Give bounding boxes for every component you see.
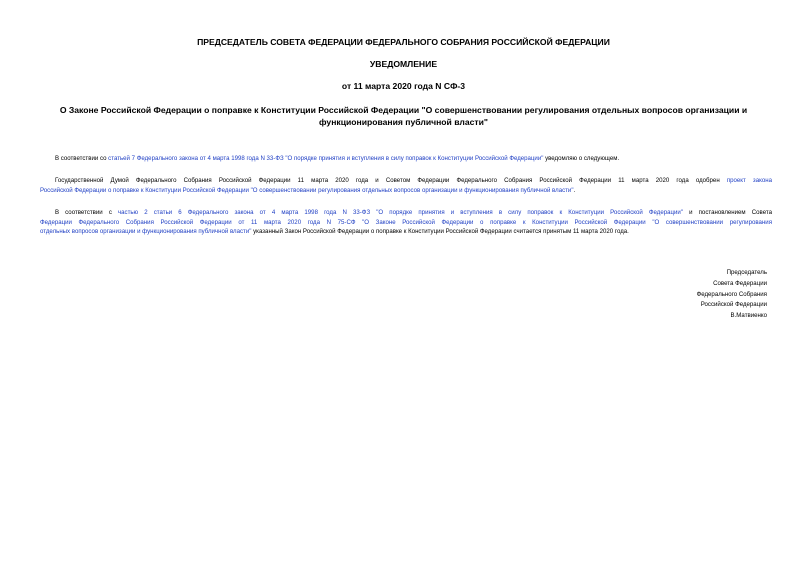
title-line-2: функционирования публичной власти" bbox=[319, 117, 488, 127]
paragraph-3-text-mid: и постановлением Совета bbox=[682, 209, 772, 216]
paragraph-3 bbox=[40, 208, 772, 237]
paragraph-2-line-1 bbox=[40, 176, 772, 186]
paragraph-2-line-2 bbox=[40, 186, 772, 196]
paragraph-3-line-1 bbox=[40, 208, 772, 218]
paragraph-2 bbox=[40, 176, 772, 195]
law-article-7-link[interactable]: статьей 7 Федерального закона от 4 марта 1998 года N 33-ФЗ "О порядке принятия и вступления в силу поправок к Конституции Российской Федерации" bbox=[108, 155, 544, 162]
signatory-position-line-3: Федерального Собрания bbox=[696, 290, 767, 298]
draft-law-link[interactable]: проект закона bbox=[726, 177, 772, 184]
paragraph-1 bbox=[40, 154, 772, 164]
paragraph-3-line-3 bbox=[40, 227, 772, 237]
paragraph-1-text-start: В соответствии со bbox=[55, 155, 109, 162]
signatory-name: В.Матвиенко bbox=[730, 312, 767, 320]
paragraph-3-text-start: В соответствии с bbox=[55, 209, 118, 216]
resolution-75-sf-link[interactable]: Федерации Федерального Собрания Российской Федерации от 11 марта 2020 года N 75-СФ "О Законе Российской Федерации о поправке к Конституции Российской Федерации "О совершенствовании регулирования bbox=[40, 218, 772, 226]
paragraph-2-text-end: . bbox=[573, 186, 576, 194]
paragraph-1-text-end: уведомляю о следующем. bbox=[543, 155, 620, 162]
draft-law-title-link[interactable]: Российской Федерации о поправке к Конституции Российской Федерации "О совершенствовании регулирования отдельных вопросов организации и функционирования публичной власти" bbox=[40, 186, 574, 194]
signatory-position-line-4: Российской Федерации bbox=[700, 301, 767, 309]
issuer-heading: ПРЕДСЕДАТЕЛЬ СОВЕТА ФЕДЕРАЦИИ ФЕДЕРАЛЬНОГО СОБРАНИЯ РОССИЙСКОЙ ФЕДЕРАЦИИ bbox=[197, 37, 610, 47]
signatory-position-line-1: Председатель bbox=[726, 269, 767, 276]
resolution-75-sf-link-continued[interactable]: отдельных вопросов организации и функционирования публичной власти" bbox=[40, 228, 252, 235]
document-title bbox=[40, 104, 767, 128]
paragraph-2-text-start: Государственной Думой Федерального Собрания Российской Федерации 11 марта 2020 года и Советом Федерации Федерального Собрания Российской Федерации 11 марта 2020 года одобрен bbox=[55, 177, 727, 184]
signature-block bbox=[697, 268, 767, 322]
law-article-6-part-2-link[interactable]: частью 2 статьи 6 Федерального закона от 4 марта 1998 года N 33-ФЗ "О порядке принятия и вступления в силу поправок к Конституции Российской Федерации" bbox=[117, 209, 683, 216]
title-line-1: О Законе Российской Федерации о поправке к Конституции Российской Федерации "О совершенствовании регулирования отдельных вопросов организации и bbox=[59, 105, 748, 115]
paragraph-3-line-2 bbox=[40, 218, 772, 228]
paragraph-3-text-end: указанный Закон Российской Федерации о поправке к Конституции Российской Федерации считается принятым 11 марта 2020 года. bbox=[251, 228, 629, 235]
paragraph-1-line-1 bbox=[40, 154, 772, 164]
signatory-position-line-2: Совета Федерации bbox=[713, 279, 767, 287]
document-type: УВЕДОМЛЕНИЕ bbox=[369, 59, 438, 69]
document-date-number: от 11 марта 2020 года N СФ-3 bbox=[341, 81, 466, 91]
